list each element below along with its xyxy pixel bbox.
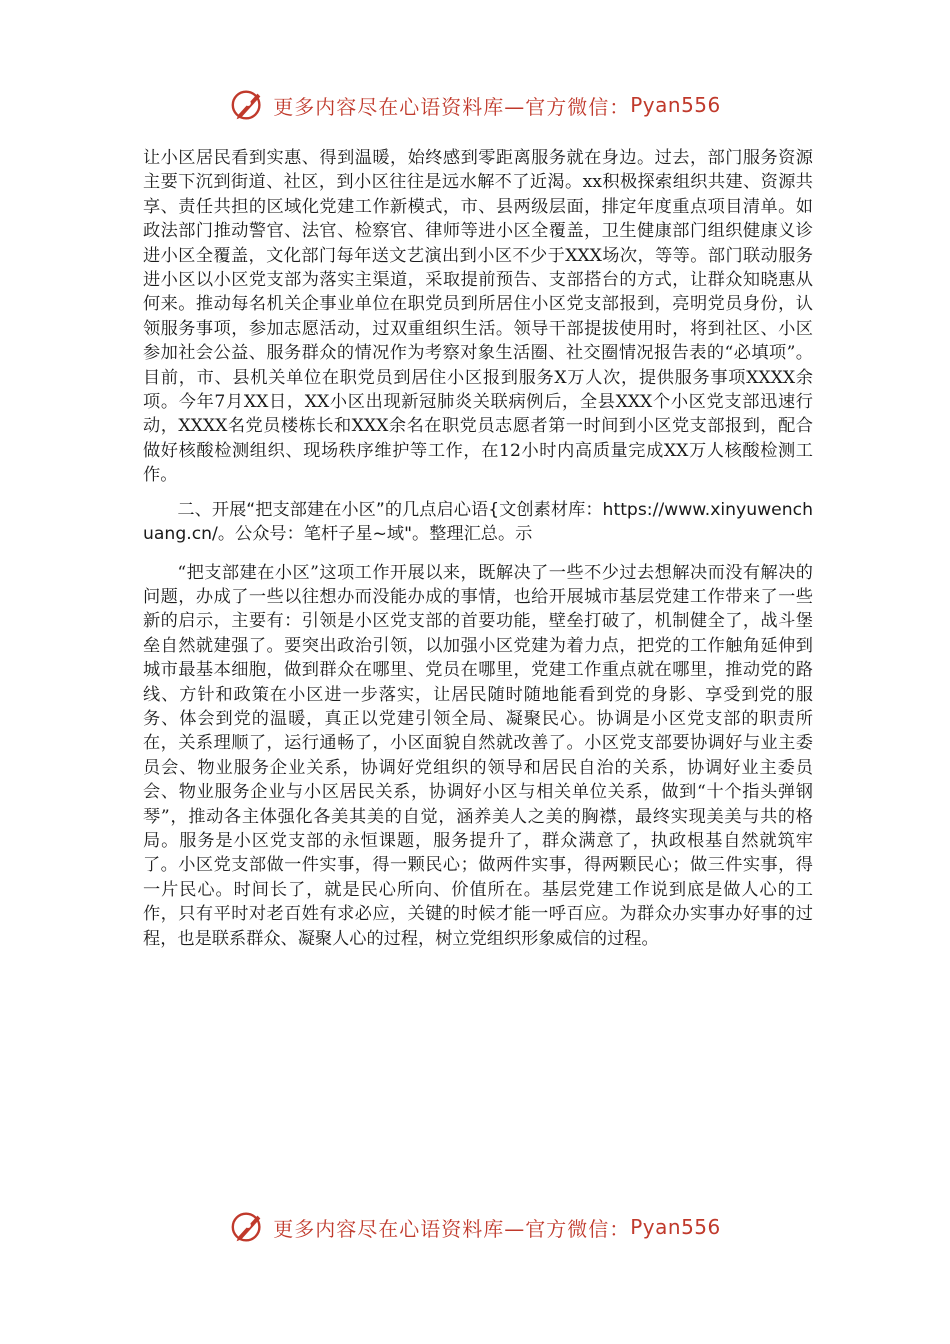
banner-wechat-id: Pyan556 <box>630 93 721 117</box>
header-banner <box>0 86 950 124</box>
document-body <box>143 146 813 951</box>
section-heading: 二、开展“把支部建在小区”的几点启心语{文创素材库：https://www.xinyuwenchuang.cn/。公众号：笔杆子星~域"。整理汇总。示 <box>143 499 813 545</box>
footer-banner <box>0 1208 950 1246</box>
pen-logo-icon <box>229 86 267 124</box>
banner-text: 更多内容尽在心语资料库—官方微信： <box>273 1216 631 1241</box>
pen-logo-icon <box>229 1208 267 1246</box>
banner-wechat-id: Pyan556 <box>630 1215 721 1239</box>
paragraph-2: “把支部建在小区”这项工作开展以来，既解决了一些不少过去想解决而没有解决的问题，办成了一些以往想办而没能办成的事情，也给开展城市基层党建工作带来了一些新的启示，主要有：引领是小区党支部的首要功能，壁垒打破了，机制健全了，战斗堡垒自然就建强了。要突出政治引领，以加强小区党建为着力点，把党的工作触角延伸到城市最基本细胞，做到群众在哪里、党员在哪里，党建工作重点就在哪里，推动党的路线、方针和政策在小区进一步落实，让居民随时随地能看到党的身影、享受到党的服务、体会到党的温暖，真正以党建引领全局、凝聚民心。协调是小区党支部的职责所在，关系理顺了，运行通畅了，小区面貌自然就改善了。小区党支部要协调好与业主委员会、物业服务企业关系，协调好党组织的领导和居民自治的关系，协调好业主委员会、物业服务企业与小区居民关系，协调好小区与相关单位关系，做到“十个指头弹钢琴”，推动各主体强化各美其美的自觉，涵养美人之美的胸襟，最终实现美美与共的格局。服务是小区党支部的永恒课题，服务提升了，群众满意了，执政根基自然就筑牢了。小区党支部做一件实事，得一颗民心；做两件实事，得两颗民心；做三件实事，得一片民心。时间长了，就是民心所向、价值所在。基层党建工作说到底是做人心的工作，只有平时对老百姓有求必应，关键的时候才能一呼百应。为群众办实事办好事的过程，也是联系群众、凝聚人心的过程，树立党组织形象威信的过程。 <box>143 562 813 949</box>
paragraph-1: 让小区居民看到实惠、得到温暖，始终感到零距离服务就在身边。过去，部门服务资源主要下沉到街道、社区，到小区往往是远水解不了近渴。xx积极探索组织共建、资源共享、责任共担的区域化党建工作新模式，市、县两级层面，排定年度重点项目清单。如政法部门推动警官、法官、检察官、律师等进小区全覆盖，卫生健康部门组织健康义诊进小区全覆盖，文化部门每年送文艺演出到小区不少于XXX场次，等等。部门联动服务进小区以小区党支部为落实主渠道，采取提前预告、支部搭台的方式，让群众知晓惠从何来。推动每名机关企事业单位在职党员到所居住小区党支部报到，亮明党员身份，认领服务事项，参加志愿活动，过双重组织生活。领导干部提拔使用时，将到社区、小区参加社会公益、服务群众的情况作为考察对象生活圈、社交圈情况报告表的“必填项”。目前，市、县机关单位在职党员到居住小区报到服务X万人次，提供服务事项XXXX余项。今年7月XX日，XX小区出现新冠肺炎关联病例后，全县XXX个小区党支部迅速行动，XXXX名党员楼栋长和XXX余名在职党员志愿者第一时间到小区党支部报到，配合做好核酸检测组织、现场秩序维护等工作，在12小时内高质量完成XX万人核酸检测工作。 <box>143 148 813 486</box>
banner-text: 更多内容尽在心语资料库—官方微信： <box>273 94 631 119</box>
